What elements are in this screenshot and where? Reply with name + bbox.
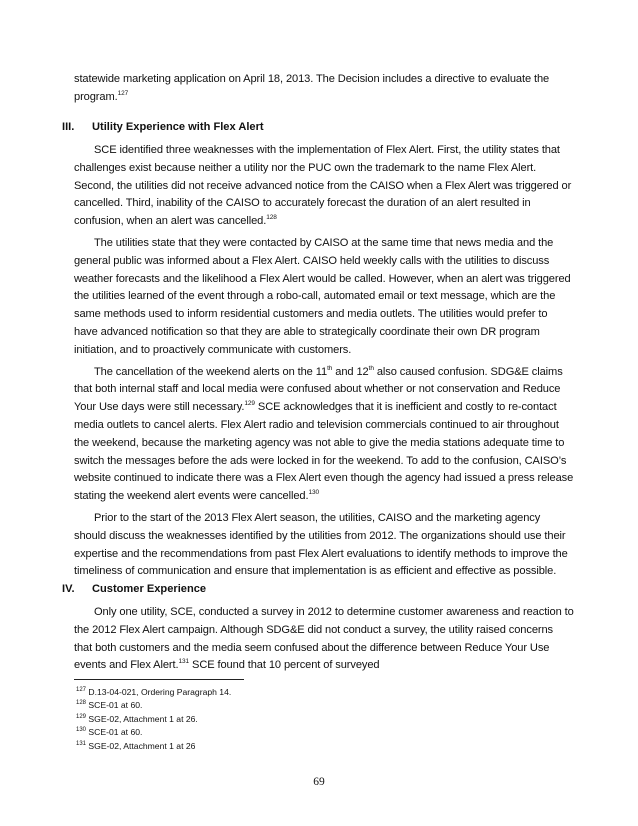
intro-text: statewide marketing application on April 18, 2013. The Decision includes a directive to evaluate the program.: [74, 73, 550, 103]
paragraph: Prior to the start of the 2013 Flex Alert season, the utilities, CAISO and the marketing agency should discuss the weaknesses identified by the utilities from 2012. The organizations should use their expertise and the recommendations from past Flex Alert evaluations to identify methods to improve the timeliness of communication and ensure that implementation is as efficient and effective as possible.: [74, 511, 568, 578]
paragraph-text: SCE acknowledges that it is inefficient and costly to re-contact media outlets to cancel alerts. Flex Alert radio and television commercials continued to air throughout the weekend, because the marketing agency was not able to give the media stations adequate time to switch the messages before the ads were locked in for the weekend. To add to the confusion, CAISO’s website continued to indicate there was a Flex Alert even though the agency had issued a press release stating the weekend alert events were cancelled.: [74, 401, 574, 503]
footnote-ref-130[interactable]: 130: [308, 489, 320, 497]
footnote: [76, 713, 231, 726]
footnote-number: 130: [76, 727, 87, 734]
footnote-number: 129: [76, 713, 87, 720]
footnote-text: SGE-02, Attachment 1 at 26.: [88, 713, 198, 724]
footnote-number: 128: [76, 700, 87, 707]
footnote: [76, 686, 231, 699]
ordinal-suffix: th: [327, 364, 333, 372]
section-heading-4: [62, 583, 206, 595]
footnote-ref-128[interactable]: 128: [266, 214, 277, 222]
footnotes: [76, 686, 231, 753]
paragraph-text: also caused confusion. SDG&E claims that both internal staff and local media were confused about whether or not conservation and Reduce Your Use days were still necessary.: [74, 365, 563, 414]
section-title: Customer Experience: [92, 583, 207, 595]
paragraph-text: SCE found that 10 percent of surveyed: [189, 659, 380, 672]
section-heading-3: [62, 121, 264, 133]
section-3-body: [74, 142, 574, 581]
paragraph-text: and 12: [332, 365, 369, 378]
ordinal-suffix: th: [368, 364, 374, 372]
intro-paragraph: [74, 71, 574, 107]
section-4-body: [74, 604, 574, 675]
paragraph-text: SCE identified three weaknesses with the implementation of Flex Alert. First, the utility states that challenges exist because neither a utility nor the PUC own the trademark to the name Flex Alert. Second, the utilities did not receive advanced notice from the CAISO when a Flex Alert was triggered or cancelled. Third, inability of the CAISO to accurately forecast the duration of an alert resulted in confusion, when an alert was cancelled.: [74, 144, 572, 228]
paragraph: [74, 604, 574, 675]
section-title: Utility Experience with Flex Alert: [92, 121, 264, 133]
footnote-text: SGE-02, Attachment 1 at 26: [88, 740, 196, 751]
page-number: 69: [313, 776, 325, 788]
footnote-number: 131: [76, 740, 87, 747]
footnote-divider: [74, 679, 244, 680]
footnote-ref-131[interactable]: 131: [178, 658, 190, 666]
paragraph: [74, 364, 574, 506]
section-number: IV.: [62, 583, 75, 595]
paragraph-text: The cancellation of the weekend alerts on the 11: [94, 365, 328, 378]
footnote-text: SCE-01 at 60.: [88, 727, 143, 738]
paragraph: The utilities state that they were contacted by CAISO at the same time that news media and the general public was informed about a Flex Alert. CAISO held weekly calls with the utilities to discuss weather forecasts and the likelihood a Flex Alert would be called. However, when an alert was triggered the utilities learned of the event through a robo-call, automated email or text message, which are the same methods used to inform residential customers and media outlets. The utilities would prefer to have advanced notification so that they are able to strategically coordinate their own DR program initiation, and to proactively communicate with customers.: [74, 236, 571, 356]
footnote-text: SCE-01 at 60.: [88, 700, 143, 711]
paragraph-text: Only one utility, SCE, conducted a survey in 2012 to determine customer awareness and reaction to the 2012 Flex Alert campaign. Although SDG&E did not conduct a survey, the utility raised concerns that both customers and the media seem confused about the difference between Reduce Your Use events and Flex Alert.: [74, 606, 574, 672]
footnote: [76, 740, 231, 753]
footnote-text: D.13-04-021, Ordering Paragraph 14.: [88, 687, 232, 697]
paragraph: [74, 142, 574, 231]
section-number: III.: [62, 121, 75, 133]
footnote-number: 127: [76, 687, 87, 693]
footnote-ref-127[interactable]: 127: [117, 89, 129, 97]
footnote: [76, 726, 231, 739]
footnote: [76, 699, 231, 712]
footnote-ref-129[interactable]: 129: [244, 400, 255, 408]
